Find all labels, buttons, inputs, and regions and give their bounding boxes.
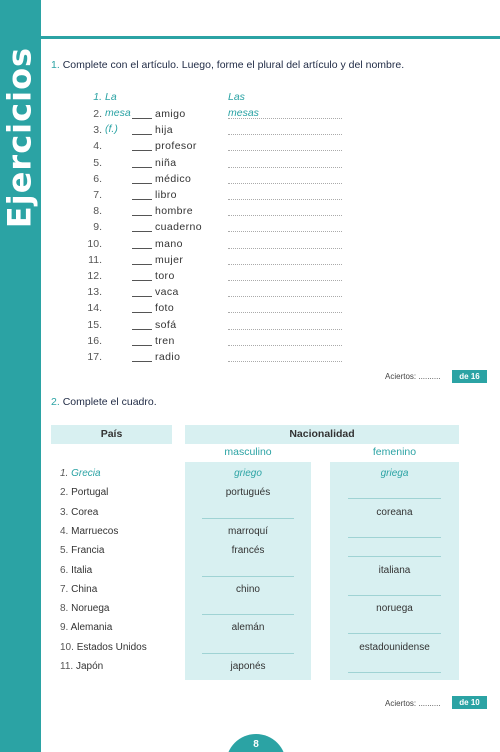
top-rule — [41, 36, 500, 39]
ex1-item-word: radio — [155, 351, 181, 363]
fem-cell: estadounidense — [359, 641, 430, 653]
ex1-item-num: 4. — [93, 140, 102, 153]
country-num: 3. — [60, 506, 69, 518]
country-name: China — [71, 583, 98, 595]
country-cell — [60, 541, 104, 560]
fem-cell: noruega — [376, 603, 413, 615]
ex1-score-label: Aciertos: .......... — [385, 372, 441, 381]
masc-cell: portugués — [225, 487, 271, 499]
masc-blank[interactable] — [202, 614, 294, 615]
ex1-item-word: libro — [155, 189, 177, 201]
fem-cell: griega — [380, 468, 409, 479]
ex1-plural-blank[interactable] — [228, 199, 342, 200]
masc-cell: francés — [231, 545, 265, 557]
country-cell — [60, 618, 112, 637]
ex1-item-word: vaca — [155, 286, 179, 299]
ex1-item-word: tren — [155, 334, 175, 347]
section-title: Ejercicios — [0, 46, 39, 229]
ex1-number: 1. — [51, 59, 60, 71]
col-header-nacionalidad: Nacionalidad — [185, 425, 459, 444]
country-num: 2. — [60, 487, 69, 499]
ex1-article-blank[interactable] — [132, 361, 152, 362]
ex1-instruction: Complete con el artículo. Luego, forme el plural del artículo y del nombre. — [62, 59, 405, 71]
ex1-item-word: hombre — [155, 205, 194, 218]
fem-blank[interactable] — [348, 672, 441, 673]
ex1-item-num: 7. — [93, 189, 102, 201]
ex1-plural-blank[interactable] — [228, 248, 342, 249]
ex2-score-total: de 10 — [452, 696, 487, 709]
ex1-item-num: 12. — [87, 270, 102, 282]
ex1-plural-blank[interactable] — [228, 150, 342, 151]
fem-cell: coreana — [376, 506, 413, 518]
ex1-article-blank[interactable] — [132, 280, 152, 281]
ex1-item-word: sofá — [155, 318, 177, 331]
country-name: Noruega — [71, 603, 110, 615]
fem-blank[interactable] — [348, 633, 441, 634]
ex1-article-blank[interactable] — [132, 312, 152, 313]
ex1-item-num: 17. — [87, 351, 102, 363]
ex1-plural-blank[interactable] — [228, 329, 342, 330]
country-num: 4. — [60, 525, 69, 537]
page-number: 8 — [226, 734, 286, 752]
ex1-item-num: 6. — [93, 172, 102, 185]
country-name: Italia — [71, 564, 93, 576]
ex1-item-num: 9. — [93, 221, 102, 234]
masc-blank[interactable] — [202, 653, 294, 654]
ex1-plural-blank[interactable] — [228, 296, 342, 297]
country-num: 7. — [60, 583, 69, 595]
ex1-example-plural: Las mesas — [228, 91, 259, 119]
ex1-plural-blank[interactable] — [228, 118, 342, 119]
ex1-item-word: hija — [155, 124, 173, 137]
country-num: 9. — [60, 622, 69, 634]
country-name: Alemania — [70, 622, 113, 634]
ex1-plural-blank[interactable] — [228, 345, 342, 346]
ex1-plural-blank[interactable] — [228, 134, 342, 135]
country-cell — [60, 657, 103, 676]
ex1-article-blank[interactable] — [132, 215, 152, 216]
fem-blank[interactable] — [348, 556, 441, 557]
ex1-item-word: toro — [155, 270, 175, 282]
col-header-masculino: masculino — [224, 446, 272, 458]
ex1-article-blank[interactable] — [132, 134, 152, 135]
ex1-item-word: cuaderno — [155, 221, 202, 234]
country-cell — [60, 561, 92, 580]
ex1-item-num: 16. — [87, 334, 102, 347]
ex1-item-word: mujer — [155, 253, 184, 266]
ex1-plural-blank[interactable] — [228, 183, 342, 184]
col-header-femenino: femenino — [372, 446, 417, 458]
ex1-item-num: 10. — [87, 237, 102, 250]
country-cell — [60, 522, 118, 541]
ex1-item-num: 11. — [88, 253, 102, 266]
country-name: Marruecos — [71, 525, 119, 537]
country-num: 1. — [60, 468, 69, 479]
masc-cell: marroquí — [227, 525, 268, 537]
country-cell — [60, 464, 101, 483]
fem-cell: italiana — [378, 564, 411, 576]
ex1-item-num: 2. — [93, 108, 102, 120]
country-cell — [60, 638, 147, 657]
col-header-pais: País — [51, 425, 172, 444]
ex1-plural-blank[interactable] — [228, 264, 342, 265]
ex1-item-word: profesor — [155, 140, 197, 153]
country-num: 11. — [60, 661, 74, 672]
ex1-article-blank[interactable] — [132, 231, 152, 232]
ex1-plural-blank[interactable] — [228, 361, 342, 362]
ex1-item-word: niña — [155, 156, 177, 169]
ex2-instruction: Complete el cuadro. — [62, 396, 157, 408]
masc-cell: griego — [234, 468, 262, 479]
side-bar — [0, 0, 41, 752]
fem-blank[interactable] — [348, 595, 441, 596]
country-num: 6. — [60, 564, 69, 576]
ex1-item-num: 8. — [93, 205, 102, 218]
ex1-article-blank[interactable] — [132, 199, 152, 200]
ex1-article-blank[interactable] — [132, 296, 152, 297]
ex1-plural-blank[interactable] — [228, 312, 342, 313]
ex1-article-blank[interactable] — [132, 150, 152, 151]
country-num: 8. — [60, 603, 69, 615]
ex1-article-blank[interactable] — [132, 329, 152, 330]
country-cell — [60, 503, 98, 522]
ex1-article-blank[interactable] — [132, 183, 152, 184]
country-name: Francia — [71, 545, 105, 557]
masc-cell: chino — [236, 583, 260, 595]
fem-blank[interactable] — [348, 498, 441, 499]
country-name: Portugal — [71, 487, 109, 499]
ex1-heading — [51, 59, 404, 71]
country-num: 10. — [60, 641, 74, 653]
ex1-plural-blank[interactable] — [228, 231, 342, 232]
fem-blank[interactable] — [348, 537, 441, 538]
ex1-article-blank[interactable] — [132, 345, 152, 346]
masc-cell: alemán — [231, 622, 265, 634]
ex1-article-blank[interactable] — [132, 118, 152, 119]
ex1-article-blank[interactable] — [132, 264, 152, 265]
ex2-heading — [51, 396, 157, 408]
ex1-item-word: médico — [155, 172, 192, 185]
country-name: Grecia — [71, 468, 101, 479]
country-cell — [60, 483, 108, 502]
ex1-item-word: foto — [155, 302, 175, 315]
ex1-item-word: mano — [155, 237, 183, 250]
ex1-item-num: 13. — [87, 286, 102, 299]
masc-blank[interactable] — [202, 518, 294, 519]
ex1-example-phrase: La mesa (f.) — [105, 91, 131, 135]
country-name: Estados Unidos — [76, 641, 147, 653]
ex1-item-num: 15. — [87, 318, 102, 331]
ex1-plural-blank[interactable] — [228, 280, 342, 281]
ex1-item-num: 3. — [93, 124, 102, 137]
ex1-article-blank[interactable] — [132, 167, 152, 168]
ex1-example-num: 1. — [93, 91, 102, 103]
ex1-item-num: 14. — [87, 302, 102, 315]
country-name: Corea — [71, 506, 99, 518]
country-cell — [60, 599, 109, 618]
country-num: 5. — [60, 545, 69, 557]
ex2-number: 2. — [51, 396, 60, 408]
ex2-score-label: Aciertos: .......... — [385, 699, 441, 708]
ex1-article-blank[interactable] — [132, 248, 152, 249]
country-name: Japón — [75, 661, 104, 672]
ex1-item-word: amigo — [155, 108, 186, 120]
ex1-plural-blank[interactable] — [228, 167, 342, 168]
ex1-item-num: 5. — [93, 156, 102, 169]
ex1-score-total: de 16 — [452, 370, 487, 383]
masc-blank[interactable] — [202, 576, 294, 577]
masc-cell: japonés — [230, 661, 266, 672]
country-cell — [60, 580, 97, 599]
ex1-plural-blank[interactable] — [228, 215, 342, 216]
